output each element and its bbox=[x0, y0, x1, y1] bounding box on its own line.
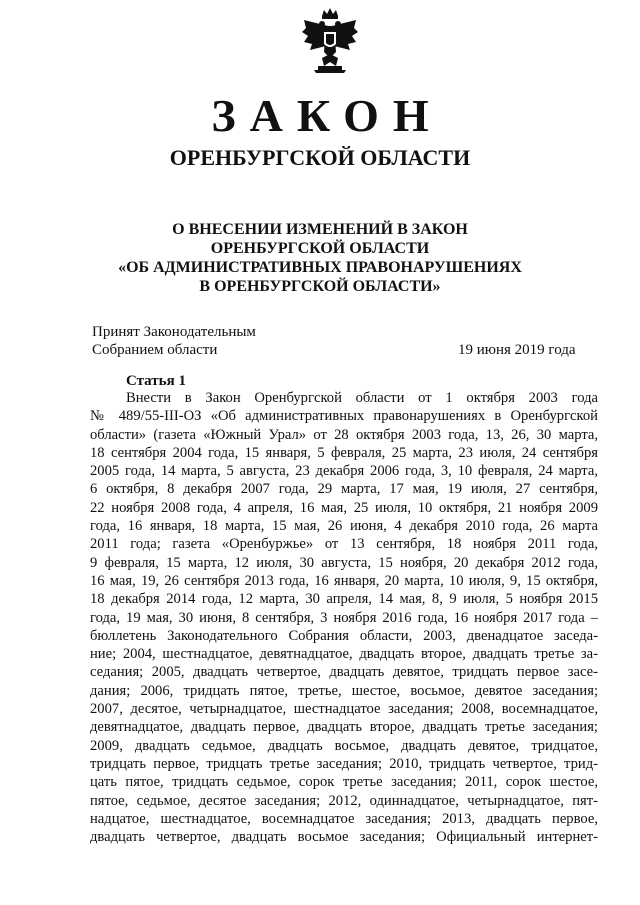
article-heading: Статья 1 bbox=[126, 373, 186, 389]
body-line: Внести в Закон Оренбургской области от 1 октября 2003 года bbox=[126, 390, 598, 406]
body-line: седания; 2005, двадцать четвертое, двадцать девятое, тридцать первое засе- bbox=[90, 664, 598, 681]
region-title: ОРЕНБУРГСКОЙ ОБЛАСТИ bbox=[169, 145, 471, 170]
adoption-date: 19 июня 2019 года bbox=[458, 342, 576, 358]
adoption-line: Собранием области bbox=[92, 342, 218, 358]
law-subject bbox=[0, 220, 640, 296]
article-body bbox=[90, 389, 598, 846]
body-line: 2005 года, 14 марта, 5 августа, 23 декабря 2006 года, 3, 10 февраля, 24 марта, bbox=[90, 463, 598, 480]
body-line: ние; 2004, шестнадцатое, девятнадцатое, двадцать второе, двадцать третье за- bbox=[90, 646, 598, 663]
body-line: 2009, двадцать седьмое, двадцать восьмое, двадцать девятое, тридцатое, bbox=[90, 737, 598, 754]
body-line: 9 февраля, 15 марта, 12 июля, 30 августа, 15 ноября, 20 декабря 2012 года, bbox=[90, 554, 598, 571]
adoption-line: Принят Законодательным bbox=[92, 324, 256, 340]
body-line: 22 ноября 2008 года, 4 апреля, 16 мая, 25 июля, 10 октября, 21 ноября 2009 bbox=[90, 499, 598, 516]
body-line: 18 сентября 2004 года, 15 января, 5 февраля, 25 марта, 23 июля, 24 сентября bbox=[90, 444, 598, 461]
body-line: 2007, десятое, четырнадцатое, шестнадцатое заседания; 2008, восемнадцатое, bbox=[90, 701, 598, 718]
body-line: девятнадцатое, двадцать первое, двадцать второе, двадцать третье заседания; bbox=[90, 719, 598, 736]
body-line: года, 19 мая, 30 июня, 8 сентября, 3 ноября 2016 года, 16 ноября 2017 года – bbox=[90, 609, 598, 626]
body-line: 18 декабря 2014 года, 12 марта, 30 апреля, 14 мая, 8, 9 июля, 5 ноября 2015 bbox=[90, 591, 598, 608]
body-line: пятое, седьмое, десятое заседания; 2012, одиннадцатое, четырнадцатое, пят- bbox=[90, 792, 598, 809]
subject-line: ОРЕНБУРГСКОЙ ОБЛАСТИ bbox=[210, 240, 430, 257]
subject-line: В ОРЕНБУРГСКОЙ ОБЛАСТИ» bbox=[199, 278, 441, 295]
subject-line: О ВНЕСЕНИИ ИЗМЕНЕНИЙ В ЗАКОН bbox=[172, 221, 468, 238]
subject-line: «ОБ АДМИНИСТРАТИВНЫХ ПРАВОНАРУШЕНИЯХ bbox=[118, 259, 522, 276]
law-title: ЗАКОН bbox=[211, 90, 443, 141]
body-line: надцатое, шестнадцатое, восемнадцатое заседания; 2013, двадцать первое, bbox=[90, 810, 598, 827]
body-line: года, 16 января, 18 марта, 15 мая, 26 июня, 4 декабря 2010 года, 26 марта bbox=[90, 518, 598, 535]
body-line: бюллетень Законодательного Собрания области, 2003, двенадцатое заседа- bbox=[90, 627, 598, 644]
body-line: области» (газета «Южный Урал» от 28 октября 2003 года, 13, 26, 30 марта, bbox=[90, 426, 598, 443]
body-line: цать пятое, тридцать седьмое, сорок третье заседания; 2011, сорок шестое, bbox=[90, 774, 598, 791]
body-line: 2011 года; газета «Оренбуржье» от 13 сентября, 18 ноября 2011 года, bbox=[90, 536, 598, 553]
body-line: дания; 2006, тридцать пятое, третье, шестое, восьмое, девятое заседания; bbox=[90, 682, 598, 699]
coat-of-arms-icon bbox=[300, 6, 360, 74]
body-line: № 489/55-III-ОЗ «Об административных правонарушениях в Оренбургской bbox=[90, 408, 598, 425]
body-line: двадцать четвертое, двадцать восьмое заседания; Официальный интернет- bbox=[90, 829, 598, 846]
body-line: 16 мая, 19, 26 сентября 2013 года, 16 января, 20 марта, 10 июля, 9, 15 октября, bbox=[90, 572, 598, 589]
body-line: 6 октября, 8 декабря 2007 года, 29 марта, 17 мая, 19 июля, 27 сентября, bbox=[90, 481, 598, 498]
adoption-note bbox=[92, 323, 256, 359]
body-line: тридцать первое, тридцать третье заседания; 2010, тридцать четвертое, трид- bbox=[90, 755, 598, 772]
